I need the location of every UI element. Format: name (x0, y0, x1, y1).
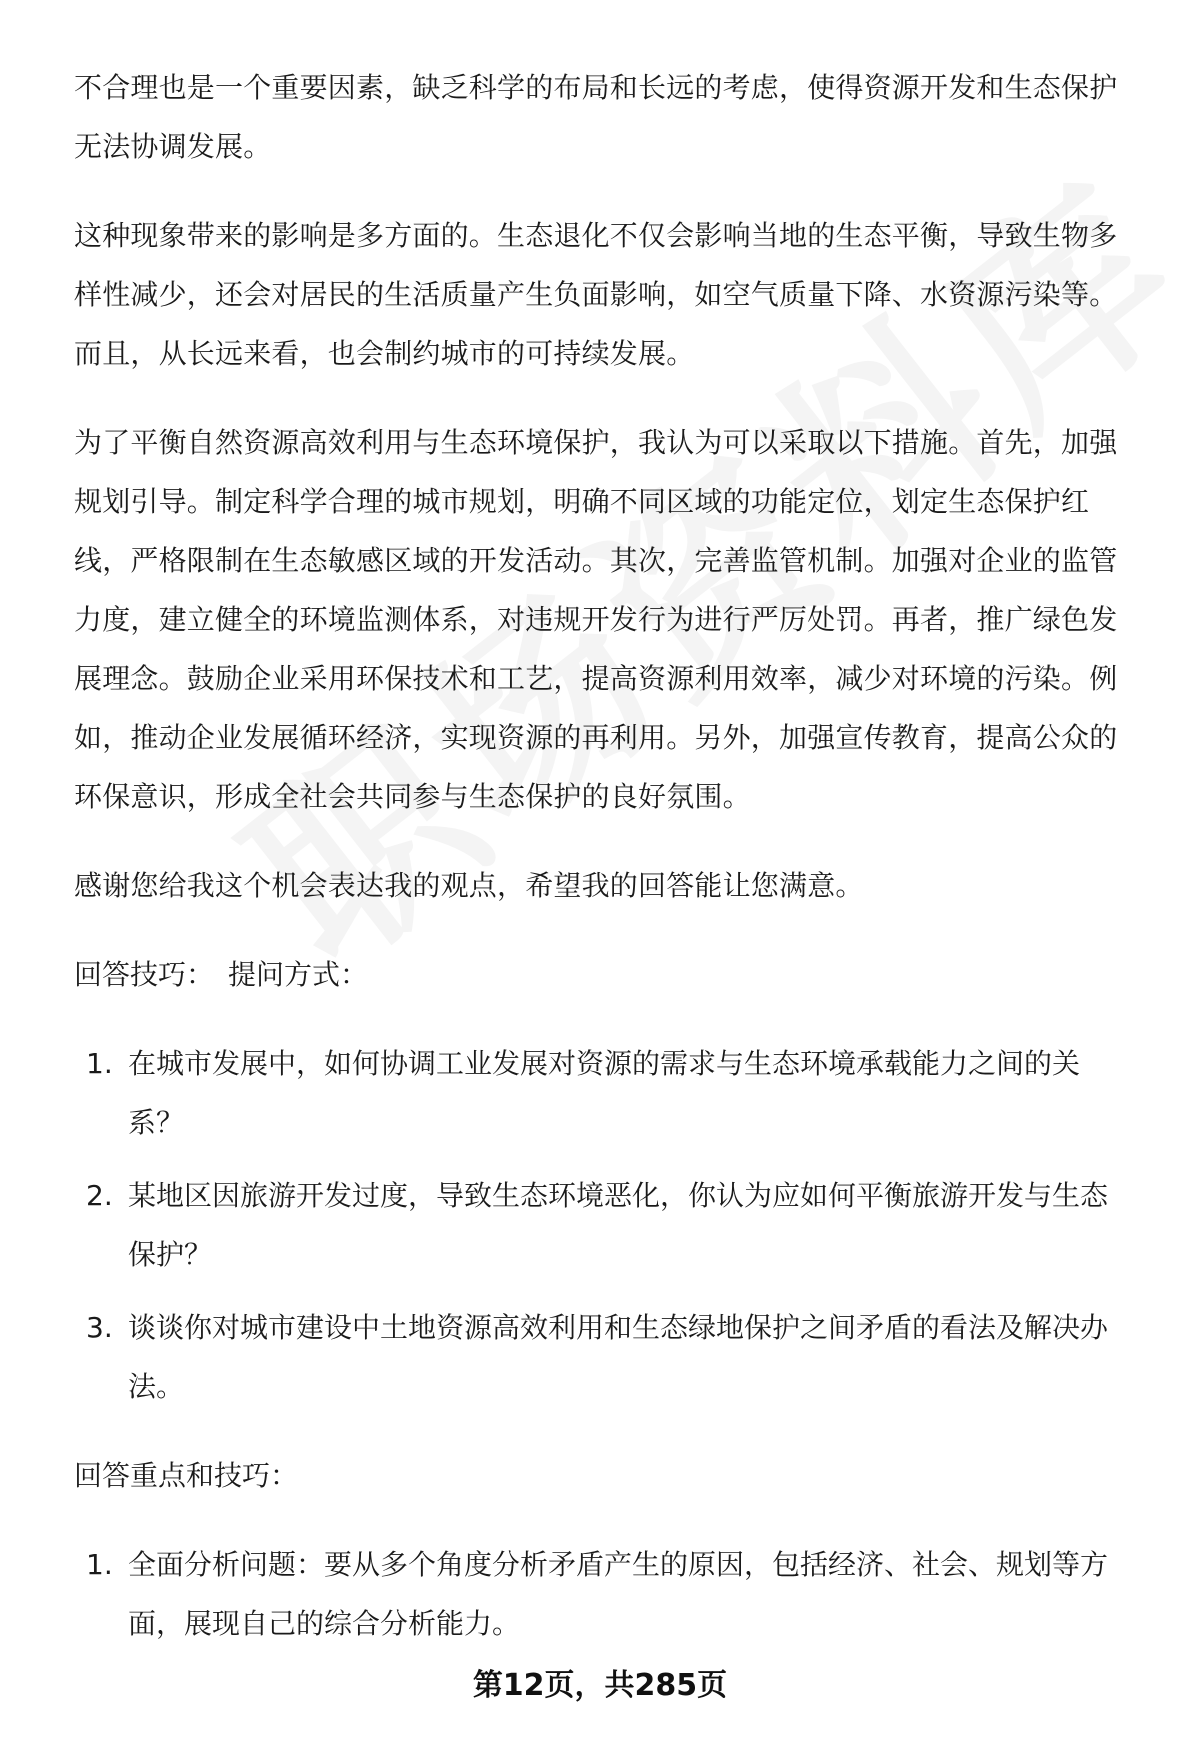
list-item-number: 2. (86, 1179, 113, 1212)
question-list (74, 1034, 1132, 1416)
list-item-number: 3. (86, 1311, 113, 1344)
list-item-text: 在城市发展中，如何协调工业发展对资源的需求与生态环境承载能力之间的关系？ (128, 1047, 1081, 1139)
tips-heading-sub: 提问方式： (228, 958, 369, 991)
tips-heading (74, 945, 1132, 1004)
key-points-list (74, 1535, 1132, 1653)
paragraph-2: 这种现象带来的影响是多方面的。生态退化不仅会影响当地的生态平衡，导致生物多样性减少，还会对居民的生活质量产生负面影响，如空气质量下降、水资源污染等。而且，从长远来看，也会制约城市的可持续发展。 (74, 219, 1118, 370)
key-points-heading: 回答重点和技巧： (74, 1459, 299, 1492)
list-item-text: 谈谈你对城市建设中土地资源高效利用和生态绿地保护之间矛盾的看法及解决办法。 (128, 1311, 1109, 1403)
list-item-number: 1. (86, 1548, 113, 1581)
list-item-number: 1. (86, 1047, 113, 1080)
page-number-footer: 第12页，共285页 (472, 1668, 728, 1703)
list-item (74, 1166, 1132, 1284)
page-content (74, 58, 1132, 1683)
tips-heading-label: 回答技巧： (74, 958, 215, 991)
paragraph-4: 感谢您给我这个机会表达我的观点，希望我的回答能让您满意。 (74, 869, 864, 902)
list-item (74, 1535, 1132, 1653)
paragraph-1: 不合理也是一个重要因素，缺乏科学的布局和长远的考虑，使得资源开发和生态保护无法协调发展。 (74, 71, 1118, 163)
list-item (74, 1034, 1132, 1152)
list-item (74, 1298, 1132, 1416)
paragraph-3: 为了平衡自然资源高效利用与生态环境保护，我认为可以采取以下措施。首先，加强规划引导。制定科学合理的城市规划，明确不同区域的功能定位，划定生态保护红线，严格限制在生态敏感区域的开发活动。其次，完善监管机制。加强对企业的监管力度，建立健全的环境监测体系，对违规开发行为进行严厉处罚。再者，推广绿色发展理念。鼓励企业采用环保技术和工艺，提高资源利用效率，减少对环境的污染。例如，推动企业发展循环经济，实现资源的再利用。另外，加强宣传教育，提高公众的环保意识，形成全社会共同参与生态保护的良好氛围。 (74, 426, 1118, 813)
list-item-text: 全面分析问题：要从多个角度分析矛盾产生的原因，包括经济、社会、规划等方面，展现自己的综合分析能力。 (128, 1548, 1109, 1640)
list-item-text: 某地区因旅游开发过度，导致生态环境恶化，你认为应如何平衡旅游开发与生态保护？ (128, 1179, 1109, 1271)
